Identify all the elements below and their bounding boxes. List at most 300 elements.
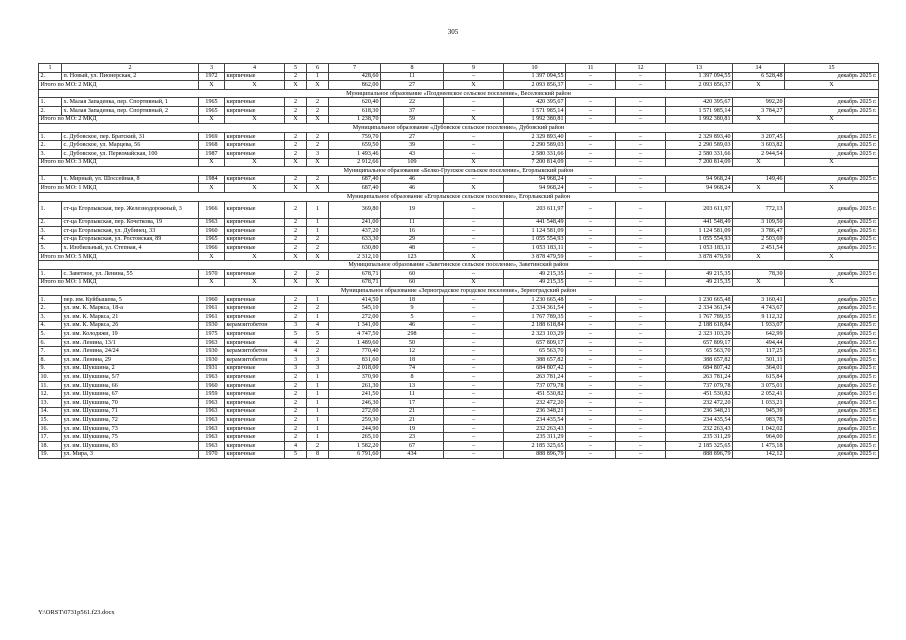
table-cell: 1975 xyxy=(199,330,225,339)
table-cell: 1. xyxy=(39,201,62,218)
table-cell: 94 968,24 xyxy=(666,184,733,193)
table-cell: 687,40 xyxy=(329,175,381,184)
table-cell: 1 230 665,48 xyxy=(666,295,733,304)
section-heading: Муниципальное образование «Заветинское сельское поселение», Заветинский район xyxy=(39,261,879,270)
table-cell: 4 xyxy=(285,347,307,356)
table-cell: – xyxy=(566,390,616,399)
table-cell: 1. xyxy=(39,270,62,279)
table-cell: X xyxy=(444,184,504,193)
table-cell: 545,10 xyxy=(329,304,381,313)
table-cell: – xyxy=(444,373,504,382)
table-cell: 831,60 xyxy=(329,356,381,365)
table-row xyxy=(39,450,879,459)
table-cell: – xyxy=(616,278,666,287)
table-cell: 1963 xyxy=(199,424,225,433)
table-cell: 737 079,78 xyxy=(504,381,566,390)
subtotal-row xyxy=(39,184,879,193)
table-cell: 2 xyxy=(307,235,329,244)
table-cell: 241,00 xyxy=(329,218,381,227)
table-cell: 1 053 183,11 xyxy=(504,244,566,253)
table-cell: 494,44 xyxy=(733,338,785,347)
column-number-cell: 10 xyxy=(504,64,566,73)
table-row xyxy=(39,407,879,416)
table-cell: 17 xyxy=(381,398,444,407)
table-cell: 2 xyxy=(307,175,329,184)
housing-table-container xyxy=(38,63,878,459)
table-cell: декабрь 2025 г. xyxy=(785,450,879,459)
table-cell: 615,84 xyxy=(733,373,785,382)
table-cell: X xyxy=(285,184,307,193)
table-cell: 1966 xyxy=(199,201,225,218)
table-cell: 1 xyxy=(307,390,329,399)
table-cell: кирпичные xyxy=(225,72,285,81)
table-cell: 46 xyxy=(381,321,444,330)
table-cell: 1965 xyxy=(199,106,225,115)
table-cell: 2 xyxy=(285,235,307,244)
table-cell: 2 xyxy=(285,227,307,236)
table-cell: 1930 xyxy=(199,321,225,330)
table-cell: 2 xyxy=(285,132,307,141)
table-cell: ул. Мира, 3 xyxy=(62,450,199,459)
table-cell: декабрь 2025 г. xyxy=(785,313,879,322)
table-cell: х. Малая Западенка, пер. Спортивный, 1 xyxy=(62,98,199,107)
table-cell: кирпичные xyxy=(225,416,285,425)
table-cell: 203 611,97 xyxy=(504,201,566,218)
column-number-row xyxy=(39,64,879,73)
table-cell: керамзитобетон xyxy=(225,356,285,365)
table-row xyxy=(39,373,879,382)
table-cell: 2 xyxy=(285,244,307,253)
table-cell: 16. xyxy=(39,424,62,433)
table-cell: 2 xyxy=(285,313,307,322)
table-cell: 1960 xyxy=(199,227,225,236)
table-cell: ул. им. Шукшина, 67 xyxy=(62,390,199,399)
table-cell: 2 580 331,66 xyxy=(666,149,733,158)
table-cell: 39 xyxy=(381,141,444,150)
table-cell: 2. xyxy=(39,141,62,150)
table-cell: декабрь 2025 г. xyxy=(785,356,879,365)
table-cell: 4. xyxy=(39,235,62,244)
table-cell: декабрь 2025 г. xyxy=(785,373,879,382)
table-cell: 1987 xyxy=(199,149,225,158)
table-cell: X xyxy=(307,252,329,261)
table-cell: 65 563,70 xyxy=(666,347,733,356)
column-number-cell: 11 xyxy=(566,64,616,73)
table-cell: – xyxy=(566,407,616,416)
table-cell: кирпичные xyxy=(225,373,285,382)
table-cell: 2 290 589,03 xyxy=(504,141,566,150)
table-cell: 945,39 xyxy=(733,407,785,416)
table-cell: 3 603,82 xyxy=(733,141,785,150)
section-heading-row xyxy=(39,167,879,176)
table-cell: 241,50 xyxy=(329,390,381,399)
table-cell: 2 xyxy=(285,398,307,407)
table-cell: – xyxy=(616,381,666,390)
table-cell: 272,00 xyxy=(329,313,381,322)
table-cell: 21 xyxy=(381,407,444,416)
table-cell: 48 xyxy=(381,244,444,253)
table-row xyxy=(39,304,879,313)
table-cell: 23 xyxy=(381,433,444,442)
table-cell: ул. им. Шукшина, 83 xyxy=(62,441,199,450)
table-cell: 6. xyxy=(39,338,62,347)
section-heading-row xyxy=(39,124,879,133)
table-cell: 2 xyxy=(307,244,329,253)
table-cell: декабрь 2025 г. xyxy=(785,106,879,115)
table-cell: – xyxy=(444,218,504,227)
table-cell: 1 767 789,35 xyxy=(504,313,566,322)
table-cell: 234 435,54 xyxy=(504,416,566,425)
table-cell: ст-ца Егорлыкская, пер. Кочеткова, 19 xyxy=(62,218,199,227)
table-cell: 1963 xyxy=(199,398,225,407)
table-cell: кирпичные xyxy=(225,227,285,236)
table-cell: 862,00 xyxy=(329,81,381,90)
subtotal-row xyxy=(39,115,879,124)
table-cell: 2 xyxy=(285,201,307,218)
table-cell: 2 xyxy=(307,338,329,347)
table-cell: кирпичные xyxy=(225,424,285,433)
table-cell: 232 263,43 xyxy=(504,424,566,433)
table-cell: 1 124 581,09 xyxy=(666,227,733,236)
table-cell: ул. им. Шукшина, 71 xyxy=(62,407,199,416)
table-cell: 8. xyxy=(39,356,62,365)
table-cell: 21 xyxy=(381,416,444,425)
table-cell: ул. им. К. Маркса, 21 xyxy=(62,313,199,322)
table-cell: 4. xyxy=(39,321,62,330)
table-cell: – xyxy=(444,304,504,313)
table-cell: 94 968,24 xyxy=(666,175,733,184)
table-cell: 4 xyxy=(285,441,307,450)
table-cell: 94 968,24 xyxy=(504,184,566,193)
table-cell: 9 112,32 xyxy=(733,313,785,322)
table-cell: X xyxy=(225,184,285,193)
table-cell: 657 809,17 xyxy=(666,338,733,347)
table-cell: 1 767 789,35 xyxy=(666,313,733,322)
table-cell: 1 xyxy=(307,416,329,425)
table-cell: – xyxy=(566,81,616,90)
table-cell: – xyxy=(566,398,616,407)
table-cell: декабрь 2025 г. xyxy=(785,72,879,81)
table-cell: – xyxy=(444,390,504,399)
table-cell: 2 018,00 xyxy=(329,364,381,373)
table-cell: – xyxy=(444,270,504,279)
table-cell: 1 230 665,48 xyxy=(504,295,566,304)
table-cell: 3 786,47 xyxy=(733,227,785,236)
subtotal-row xyxy=(39,252,879,261)
table-cell: – xyxy=(444,132,504,141)
subtotal-row xyxy=(39,278,879,287)
table-cell: 678,71 xyxy=(329,278,381,287)
table-cell: декабрь 2025 г. xyxy=(785,433,879,442)
table-cell: 2 xyxy=(285,141,307,150)
section-heading-row xyxy=(39,287,879,296)
table-cell: 2 912,66 xyxy=(329,158,381,167)
table-cell: кирпичные xyxy=(225,132,285,141)
table-cell: – xyxy=(566,98,616,107)
table-cell: 19 xyxy=(381,201,444,218)
table-cell: 2 xyxy=(285,218,307,227)
table-row xyxy=(39,390,879,399)
table-row xyxy=(39,295,879,304)
table-cell: 1 xyxy=(307,295,329,304)
table-cell: – xyxy=(616,149,666,158)
table-cell: 1930 xyxy=(199,347,225,356)
table-cell: 3 878 479,59 xyxy=(504,252,566,261)
table-cell: 18. xyxy=(39,441,62,450)
table-row xyxy=(39,338,879,347)
subtotal-row xyxy=(39,158,879,167)
table-cell: X xyxy=(225,81,285,90)
table-cell: – xyxy=(566,158,616,167)
table-row xyxy=(39,141,879,150)
table-cell: 2. xyxy=(39,106,62,115)
table-cell: 7 200 814,09 xyxy=(504,158,566,167)
table-cell: декабрь 2025 г. xyxy=(785,175,879,184)
table-cell: 1966 xyxy=(199,244,225,253)
table-cell: 3 xyxy=(285,321,307,330)
table-cell: кирпичные xyxy=(225,390,285,399)
table-cell: – xyxy=(566,321,616,330)
table-cell: с. Дубовское, ул. Первомайская, 100 xyxy=(62,149,199,158)
table-cell: 13 xyxy=(381,381,444,390)
table-cell: 4 747,50 xyxy=(329,330,381,339)
table-cell: 2 xyxy=(285,390,307,399)
table-cell: 2 580 331,66 xyxy=(504,149,566,158)
table-cell: 22 xyxy=(381,98,444,107)
table-row xyxy=(39,398,879,407)
table-cell: 1 124 581,09 xyxy=(504,227,566,236)
table-cell: 964,00 xyxy=(733,433,785,442)
table-cell: – xyxy=(444,441,504,450)
footer-file-path: Y:\ORST\0731p561.f23.docx xyxy=(38,609,115,616)
table-cell: 1960 xyxy=(199,295,225,304)
table-cell: 2. xyxy=(39,304,62,313)
table-cell: 2 944,54 xyxy=(733,149,785,158)
table-cell: – xyxy=(566,433,616,442)
table-cell: 2 329 893,40 xyxy=(666,132,733,141)
table-cell: декабрь 2025 г. xyxy=(785,270,879,279)
table-cell: X xyxy=(225,115,285,124)
table-cell: 78,30 xyxy=(733,270,785,279)
table-cell: 2 503,69 xyxy=(733,235,785,244)
table-cell: – xyxy=(566,295,616,304)
table-cell: 67 xyxy=(381,441,444,450)
table-cell: 2 188 618,84 xyxy=(504,321,566,330)
table-cell: – xyxy=(444,149,504,158)
table-cell: 1 xyxy=(307,373,329,382)
table-cell: 5 xyxy=(307,330,329,339)
table-row xyxy=(39,106,879,115)
table-cell: 149,46 xyxy=(733,175,785,184)
table-cell: 27 xyxy=(381,132,444,141)
table-cell: кирпичные xyxy=(225,338,285,347)
table-cell: 1 475,18 xyxy=(733,441,785,450)
table-cell: 642,99 xyxy=(733,330,785,339)
table-cell: – xyxy=(616,235,666,244)
table-cell: X xyxy=(785,115,879,124)
table-cell: – xyxy=(444,313,504,322)
table-cell: 74 xyxy=(381,364,444,373)
table-cell: с. Дубовское, пер. Братский, 31 xyxy=(62,132,199,141)
table-cell: ул. им. Колодяжн, 19 xyxy=(62,330,199,339)
table-cell: декабрь 2025 г. xyxy=(785,304,879,313)
table-cell: X xyxy=(444,252,504,261)
table-cell: X xyxy=(225,252,285,261)
table-body xyxy=(39,64,879,459)
table-cell: 3 784,27 xyxy=(733,106,785,115)
table-cell: – xyxy=(566,201,616,218)
table-cell: 2 xyxy=(285,106,307,115)
table-cell: декабрь 2025 г. xyxy=(785,407,879,416)
table-cell: 17. xyxy=(39,433,62,442)
table-cell: – xyxy=(566,347,616,356)
table-cell: 236 348,21 xyxy=(666,407,733,416)
table-cell: – xyxy=(566,304,616,313)
table-cell: 2 xyxy=(285,175,307,184)
table-cell: X xyxy=(785,81,879,90)
table-cell: – xyxy=(616,98,666,107)
section-heading-row xyxy=(39,192,879,201)
table-cell: 5 xyxy=(381,313,444,322)
table-cell: 235 311,29 xyxy=(504,433,566,442)
table-cell: 759,70 xyxy=(329,132,381,141)
column-number-cell: 13 xyxy=(666,64,733,73)
table-cell: 18 xyxy=(381,295,444,304)
table-cell: кирпичные xyxy=(225,235,285,244)
table-cell: 3 207,45 xyxy=(733,132,785,141)
column-number-cell: 3 xyxy=(199,64,225,73)
table-row xyxy=(39,441,879,450)
table-cell: 1 xyxy=(307,201,329,218)
table-cell: – xyxy=(566,149,616,158)
table-cell: 1930 xyxy=(199,356,225,365)
table-cell: 2 xyxy=(285,381,307,390)
table-cell: 2 312,10 xyxy=(329,252,381,261)
table-cell: – xyxy=(616,244,666,253)
table-cell: ул. им. Шукшина, 70 xyxy=(62,398,199,407)
table-cell: 1. xyxy=(39,98,62,107)
table-cell: X xyxy=(225,158,285,167)
table-cell: 261,30 xyxy=(329,381,381,390)
table-cell: – xyxy=(616,313,666,322)
table-cell: 1963 xyxy=(199,416,225,425)
table-cell: 1984 xyxy=(199,175,225,184)
table-cell: 11 xyxy=(381,218,444,227)
table-cell: – xyxy=(444,98,504,107)
table-cell: с. Дубовское, ул. Марцева, 56 xyxy=(62,141,199,150)
table-cell: 2 xyxy=(285,149,307,158)
table-cell: – xyxy=(616,227,666,236)
table-cell: 2 xyxy=(285,72,307,81)
table-cell: 15. xyxy=(39,416,62,425)
table-cell: – xyxy=(566,218,616,227)
section-heading: Муниципальное образование «Дубовское сельское поселение», Дубовский район xyxy=(39,124,879,133)
table-cell: 265,10 xyxy=(329,433,381,442)
table-cell: 2 xyxy=(307,270,329,279)
table-cell: 1968 xyxy=(199,141,225,150)
table-cell: декабрь 2025 г. xyxy=(785,321,879,330)
column-number-cell: 1 xyxy=(39,64,62,73)
table-cell: декабрь 2025 г. xyxy=(785,201,879,218)
table-cell: 1. xyxy=(39,175,62,184)
table-row xyxy=(39,201,879,218)
table-cell: X xyxy=(733,184,785,193)
table-cell: кирпичные xyxy=(225,450,285,459)
table-cell: – xyxy=(566,338,616,347)
table-cell: 888 896,79 xyxy=(666,450,733,459)
table-cell: X xyxy=(307,184,329,193)
column-number-cell: 2 xyxy=(62,64,199,73)
column-number-cell: 7 xyxy=(329,64,381,73)
table-row xyxy=(39,416,879,425)
table-cell: 2 xyxy=(307,304,329,313)
table-cell: 2 xyxy=(307,141,329,150)
table-cell: 232 472,20 xyxy=(504,398,566,407)
table-cell: 1 493,46 xyxy=(329,149,381,158)
column-number-cell: 6 xyxy=(307,64,329,73)
table-cell: 1 055 554,93 xyxy=(504,235,566,244)
table-cell: декабрь 2025 г. xyxy=(785,364,879,373)
table-row xyxy=(39,235,879,244)
table-cell: 8 xyxy=(381,373,444,382)
table-cell: – xyxy=(616,72,666,81)
table-cell: декабрь 2025 г. xyxy=(785,141,879,150)
table-cell: X xyxy=(733,252,785,261)
table-cell: декабрь 2025 г. xyxy=(785,149,879,158)
table-cell: 263 781,24 xyxy=(666,373,733,382)
table-cell: 992,20 xyxy=(733,98,785,107)
table-cell: 1970 xyxy=(199,270,225,279)
table-cell: декабрь 2025 г. xyxy=(785,416,879,425)
table-cell: X xyxy=(199,184,225,193)
table-cell: 620,40 xyxy=(329,98,381,107)
table-cell: 142,12 xyxy=(733,450,785,459)
table-row xyxy=(39,356,879,365)
table-cell: 1 397 094,55 xyxy=(504,72,566,81)
table-cell: – xyxy=(566,106,616,115)
table-cell: 1 xyxy=(307,227,329,236)
table-cell: 370,90 xyxy=(329,373,381,382)
table-cell: X xyxy=(307,81,329,90)
table-cell: – xyxy=(444,347,504,356)
table-cell: 46 xyxy=(381,184,444,193)
table-cell: 7 200 814,09 xyxy=(666,158,733,167)
table-cell: 1963 xyxy=(199,373,225,382)
table-cell: 364,01 xyxy=(733,364,785,373)
table-cell: 14. xyxy=(39,407,62,416)
table-row xyxy=(39,381,879,390)
table-row xyxy=(39,270,879,279)
table-cell: – xyxy=(566,72,616,81)
table-cell: 3. xyxy=(39,149,62,158)
table-cell: ул. им. К. Маркса, 26 xyxy=(62,321,199,330)
table-cell: х. Изобильный, ул. Степная, 4 xyxy=(62,244,199,253)
table-cell: 6 791,60 xyxy=(329,450,381,459)
table-cell: 684 807,42 xyxy=(666,364,733,373)
table-cell: ул. им. Шукшина, 72 xyxy=(62,416,199,425)
table-cell: 2 323 103,29 xyxy=(666,330,733,339)
table-cell: 1963 xyxy=(199,441,225,450)
table-cell: кирпичные xyxy=(225,441,285,450)
table-cell: 259,30 xyxy=(329,416,381,425)
table-cell: 3 160,41 xyxy=(733,295,785,304)
table-cell: – xyxy=(616,398,666,407)
table-cell: – xyxy=(566,115,616,124)
table-cell: 3 075,01 xyxy=(733,381,785,390)
table-cell: 49 215,35 xyxy=(666,278,733,287)
table-cell: 50 xyxy=(381,338,444,347)
table-cell: кирпичные xyxy=(225,218,285,227)
